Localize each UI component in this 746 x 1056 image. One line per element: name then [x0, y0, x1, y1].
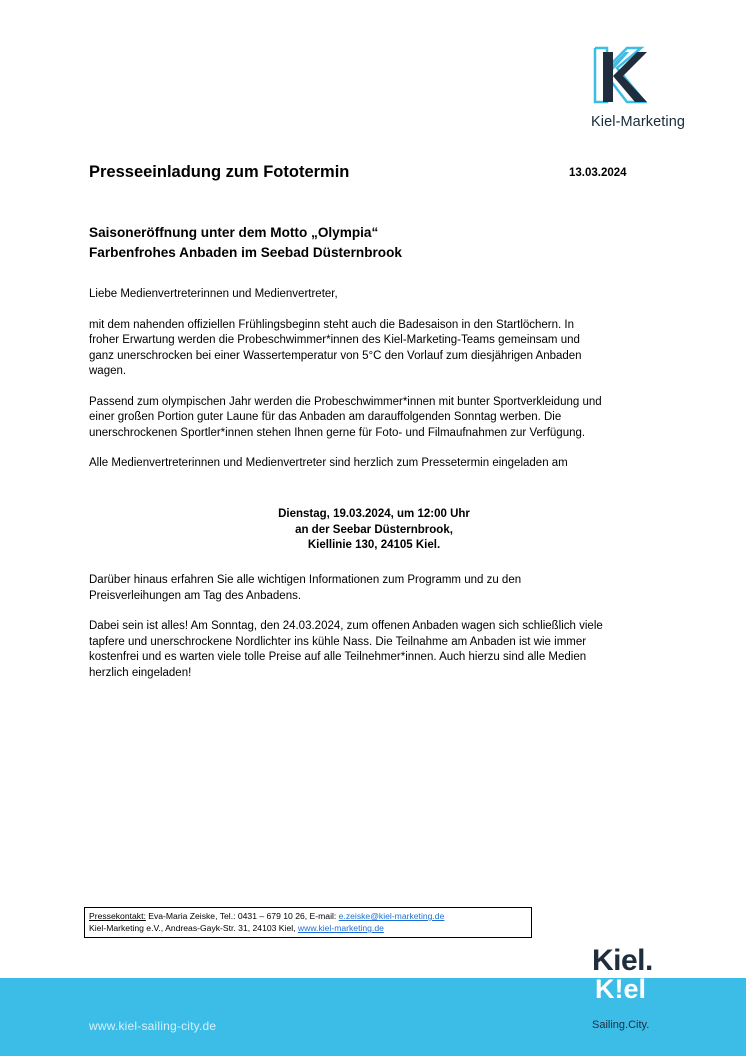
paragraph-4	[89, 573, 659, 604]
press-contact-website-link[interactable]: www.kiel-marketing.de	[297, 923, 384, 933]
press-contact-text: Eva-Maria Zeiske, Tel.: 0431 – 679 10 26, E-mail:	[145, 911, 339, 921]
press-contact-line-1	[89, 910, 527, 922]
press-contact-box	[84, 907, 532, 938]
paragraph-3: Alle Medienvertreterinnen und Medienvertreter sind herzlich zum Pressetermin eingeladen am	[89, 457, 568, 469]
paragraph-4-line: Preisverleihungen am Tag des Anbadens.	[89, 589, 302, 602]
paragraph-2-line: unerschrockenen Sportler*innen stehen Ihnen gerne für Foto- und Filmaufnahmen zur Verfügung.	[89, 426, 586, 439]
paragraph-5-line: Dabei sein ist alles! Am Sonntag, den 24.03.2024, zum offenen Anbaden wagen sich schließlich viele	[89, 620, 603, 632]
event-date-time: Dienstag, 19.03.2024, um 12:00 Uhr	[278, 508, 470, 520]
paragraph-1-line: ganz unerschrocken bei einer Wassertemperatur von 5°C den Vorlauf zum diesjährigen Anbaden	[89, 349, 582, 362]
paragraph-4-line: Darüber hinaus erfahren Sie alle wichtigen Informationen zum Programm und zu den	[89, 574, 522, 586]
body-text	[89, 287, 659, 472]
page-title: Presseeinladung zum Fototermin	[89, 163, 350, 181]
paragraph-1-line: mit dem nahenden offiziellen Frühlingsbeginn steht auch die Badesaison in den Startlöchern. In	[89, 318, 575, 331]
body-text-2	[89, 573, 659, 681]
press-contact-line-2	[89, 922, 527, 934]
subtitle-line-2: Farbenfrohes Anbaden im Seebad Düsternbrook	[89, 245, 402, 260]
press-contact-label: Pressekontakt:	[89, 911, 146, 921]
subtitle	[89, 223, 402, 263]
footer-url-link[interactable]: www.kiel-sailing-city.de	[89, 1019, 217, 1033]
kiel-sailing-city-logo	[590, 945, 670, 1035]
paragraph-5	[89, 619, 659, 681]
event-details	[89, 507, 659, 554]
kiel-marketing-logo	[585, 46, 686, 130]
paragraph-5-line: herzlich eingeladen!	[89, 666, 192, 679]
paragraph-5-line: kostenfrei und es warten viele tolle Preise auf alle Teilnehmer*innen. Auch hierzu sind alle Medien	[89, 651, 587, 663]
paragraph-2-line: einer großen Portion guter Laune für das Anbaden am darauffolgenden Sonntag werben. Die	[89, 411, 562, 423]
kiel-marketing-logo-text: Kiel-Marketing	[591, 114, 686, 130]
greeting: Liebe Medienvertreterinnen und Medienvertreter,	[89, 288, 338, 300]
event-venue: an der Seebar Düsternbrook,	[295, 523, 453, 536]
press-contact-email-link[interactable]: e.zeiske@kiel-marketing.de	[338, 911, 445, 921]
event-address: Kiellinie 130, 24105 Kiel.	[307, 539, 441, 551]
kiel-logo-word: Kiel.	[592, 944, 653, 977]
kiel-marketing-k-icon	[593, 46, 649, 104]
subtitle-line-1: Saisoneröffnung unter dem Motto „Olympia“	[89, 225, 379, 240]
kiel-logo-word-mirrored: K!el	[595, 974, 647, 1004]
kiel-logo-tagline: Sailing.City.	[592, 1019, 650, 1031]
paragraph-2	[89, 395, 659, 442]
paragraph-5-line: tapfere und unerschrockene Nordlichter ins kühle Nass. Die Teilnahme am Anbaden ist wie immer	[89, 635, 587, 648]
paragraph-1-line: froher Erwartung werden die Probeschwimmer*innen des Kiel-Marketing-Teams gemeinsam und	[89, 334, 580, 346]
paragraph-1	[89, 318, 659, 380]
paragraph-1-line: wagen.	[89, 365, 127, 377]
document-date: 13.03.2024	[569, 167, 627, 179]
paragraph-2-line: Passend zum olympischen Jahr werden die Probeschwimmer*innen mit bunter Sportverkleidung und	[89, 395, 602, 408]
press-contact-address: Kiel-Marketing e.V., Andreas-Gayk-Str. 31, 24103 Kiel,	[89, 923, 298, 933]
